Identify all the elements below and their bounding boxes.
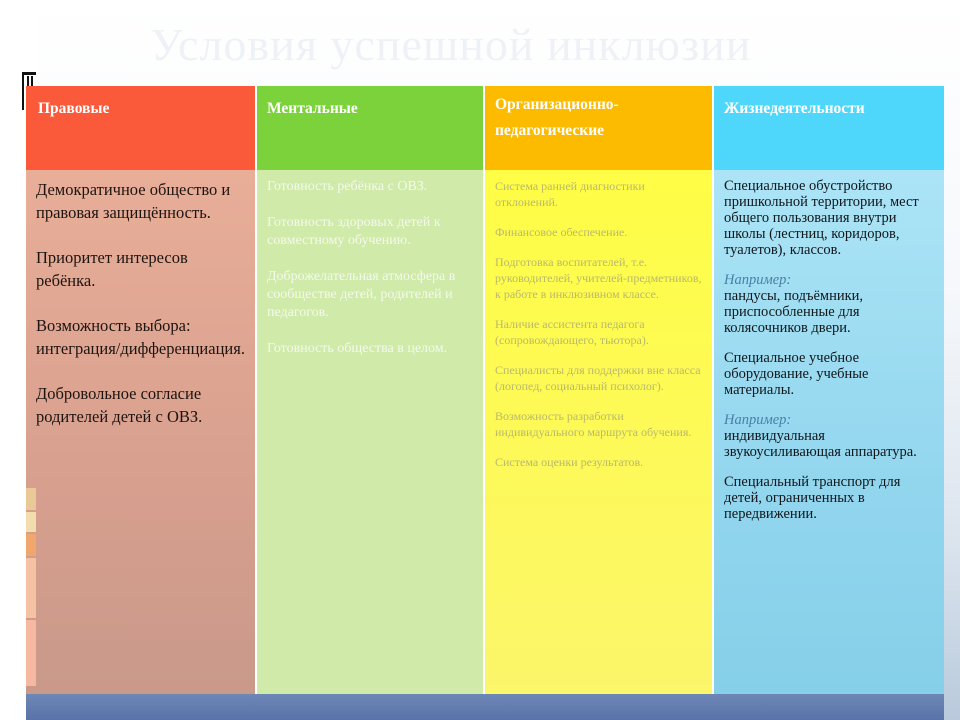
column-body-organizational [485,170,712,694]
column-body-mental [257,170,483,694]
column-header-legal: Правовые [26,86,255,170]
list-item: Готовность ребёнка с ОВЗ. [267,179,428,194]
conditions-table [26,86,944,694]
column-mental [257,86,483,694]
list-item: Специальный транспорт для детей, ограниченных в передвижении. [724,474,905,522]
column-header-organizational: Организационно-педагогические [485,86,712,170]
list-item: Специальное обустройство пришкольной территории, мест общего пользования внутри школы (лестниц, коридоров, туалетов), классов. [724,178,923,258]
list-item: Финансовое обеспечение. [495,225,628,239]
column-organizational [485,86,712,694]
list-item: Система ранней диагностики отклонений. [495,179,648,209]
list-item: Возможность разработки индивидуального маршрута обучения. [495,409,692,439]
column-header-living: Жизнедеятельности [714,86,944,170]
list-item: Демократичное общество и правовая защищённость. [36,180,235,222]
list-item: Готовность общества в целом. [267,341,448,356]
example-label: Например: [724,412,792,428]
list-item: Подготовка воспитателей, т.е. руководителей, учителей-предметников, к работе в инклюзивном классе. [495,255,705,301]
column-living [714,86,944,694]
list-item: Система оценки результатов. [495,455,644,469]
list-item [724,272,938,336]
list-item: Доброжелательная атмосфера в сообществе детей, родителей и педагогов. [267,269,459,320]
list-item [724,412,938,460]
list-item: Специалисты для поддержки вне класса (логопед, социальный психолог). [495,363,704,393]
column-legal [26,86,255,694]
list-item: Приоритет интересов ребёнка. [36,248,192,290]
example-text: пандусы, подъёмники, приспособленные для колясочников двери. [724,288,867,336]
list-item: Возможность выбора: интеграция/дифференциация. [36,316,245,358]
list-item: Готовность здоровых детей к совместному обучению. [267,215,445,248]
column-body-legal [26,170,255,694]
example-text: индивидуальная звукоусиливающая аппаратура. [724,428,917,460]
list-item: Наличие ассистента педагога (сопровождающего, тьютора). [495,317,649,347]
bottom-band [26,694,944,720]
column-body-living [714,170,944,694]
slide-title: Условия успешной инклюзии [150,19,752,70]
list-item: Специальное учебное оборудование, учебные материалы. [724,350,873,398]
example-label: Например: [724,272,792,288]
list-item: Добровольное согласие родителей детей с ОВЗ. [36,384,206,426]
side-decoration [26,488,38,688]
column-header-mental: Ментальные [257,86,483,170]
